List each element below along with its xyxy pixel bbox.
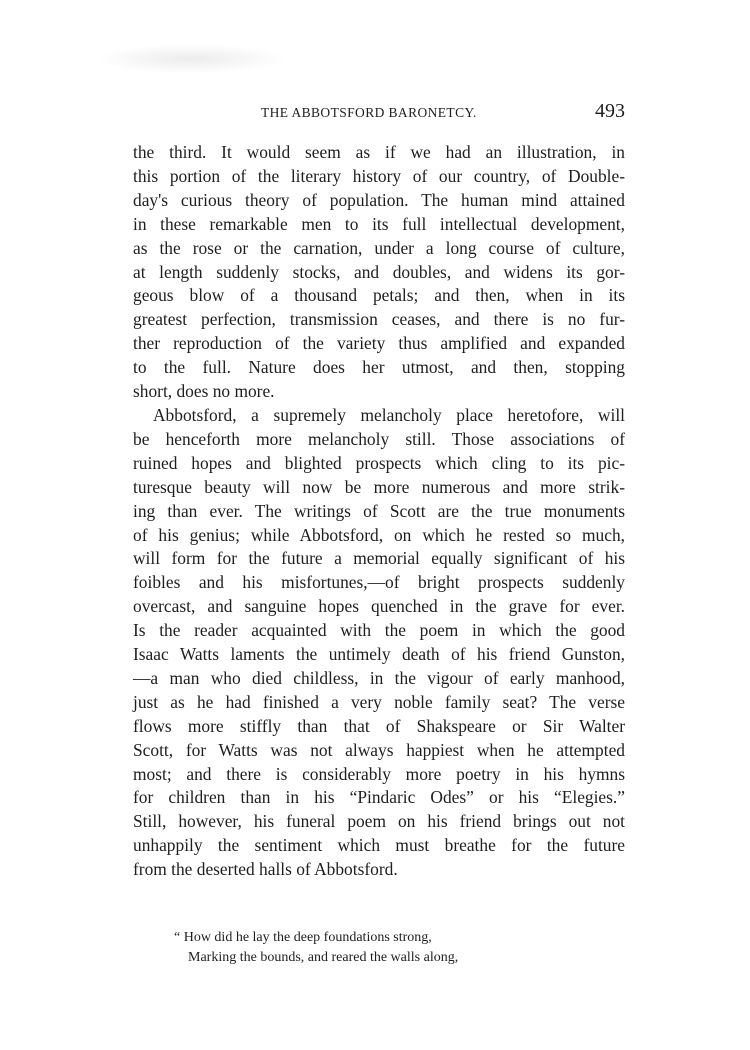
text-line: as the rose or the carnation, under a long course of culture,	[133, 237, 625, 258]
text-line: unhappily the sentiment which must breathe for the future	[133, 835, 625, 856]
text-line: geous blow of a thousand petals; and then, when in its	[133, 285, 625, 306]
text-line: to the full. Nature does her utmost, and then, stopping	[133, 357, 625, 378]
text-line: just as he had finished a very noble family seat? The verse	[133, 691, 625, 712]
text-line: the third. It would seem as if we had an illustration, in	[133, 142, 625, 162]
text-line: in these remarkable men to its full intellectual development,	[133, 213, 625, 234]
text-line: Still, however, his funeral poem on his friend brings out not	[133, 811, 625, 832]
text-line: most; and there is considerably more poetry in his hymns	[133, 763, 625, 784]
text-line: —a man who died childless, in the vigour of early manhood,	[133, 667, 625, 688]
verse-line: “ How did he lay the deep foundations strong,	[174, 930, 432, 945]
text-line: Scott, for Watts was not always happiest when he attempted	[133, 739, 625, 760]
text-line: overcast, and sanguine hopes quenched in the grave for ever.	[133, 596, 625, 617]
text-line: Isaac Watts laments the untimely death of his friend Gunston,	[133, 644, 625, 665]
text-line: this portion of the literary history of our country, of Double-	[133, 165, 625, 186]
verse-line: Marking the bounds, and reared the walls along,	[188, 950, 459, 965]
text-line: ing than ever. The writings of Scott are the true monuments	[133, 500, 625, 521]
text-line: of his genius; while Abbotsford, on which he rested so much,	[133, 524, 625, 545]
text-line: greatest perfection, transmission ceases, and there is no fur-	[133, 309, 625, 330]
text-line: flows more stiffly than that of Shakspeare or Sir Walter	[133, 715, 625, 736]
paragraph-1	[133, 141, 625, 404]
text-line: for children than in his “Pindaric Odes” or his “Elegies.”	[133, 787, 625, 808]
paragraph-2	[133, 404, 625, 882]
text-line: Abbotsford, a supremely melancholy place heretofore, will	[153, 404, 625, 425]
text-line: be henceforth more melancholy still. Those associations of	[133, 428, 625, 449]
text-line: foibles and his misfortunes,—of bright prospects suddenly	[133, 572, 625, 593]
running-title: THE ABBOTSFORD BARONETCY.	[261, 105, 477, 120]
running-head	[133, 100, 625, 130]
text-line: Is the reader acquainted with the poem in which the good	[133, 620, 625, 641]
text-line: ruined hopes and blighted prospects which cling to its pic-	[133, 452, 625, 473]
text-line: will form for the future a memorial equally significant of his	[133, 548, 625, 569]
text-line: turesque beauty will now be more numerous and more strik-	[133, 476, 625, 497]
body-text	[133, 141, 625, 882]
text-line: from the deserted halls of Abbotsford.	[133, 859, 398, 880]
verse-quotation	[174, 928, 594, 968]
text-line: ther reproduction of the variety thus amplified and expanded	[133, 333, 625, 354]
text-line: at length suddenly stocks, and doubles, and widens its gor-	[133, 261, 625, 282]
text-line: day's curious theory of population. The human mind attained	[133, 189, 625, 210]
page-smudge	[96, 44, 286, 74]
text-line: short, does no more.	[133, 381, 275, 402]
page-number: 493	[595, 100, 625, 122]
